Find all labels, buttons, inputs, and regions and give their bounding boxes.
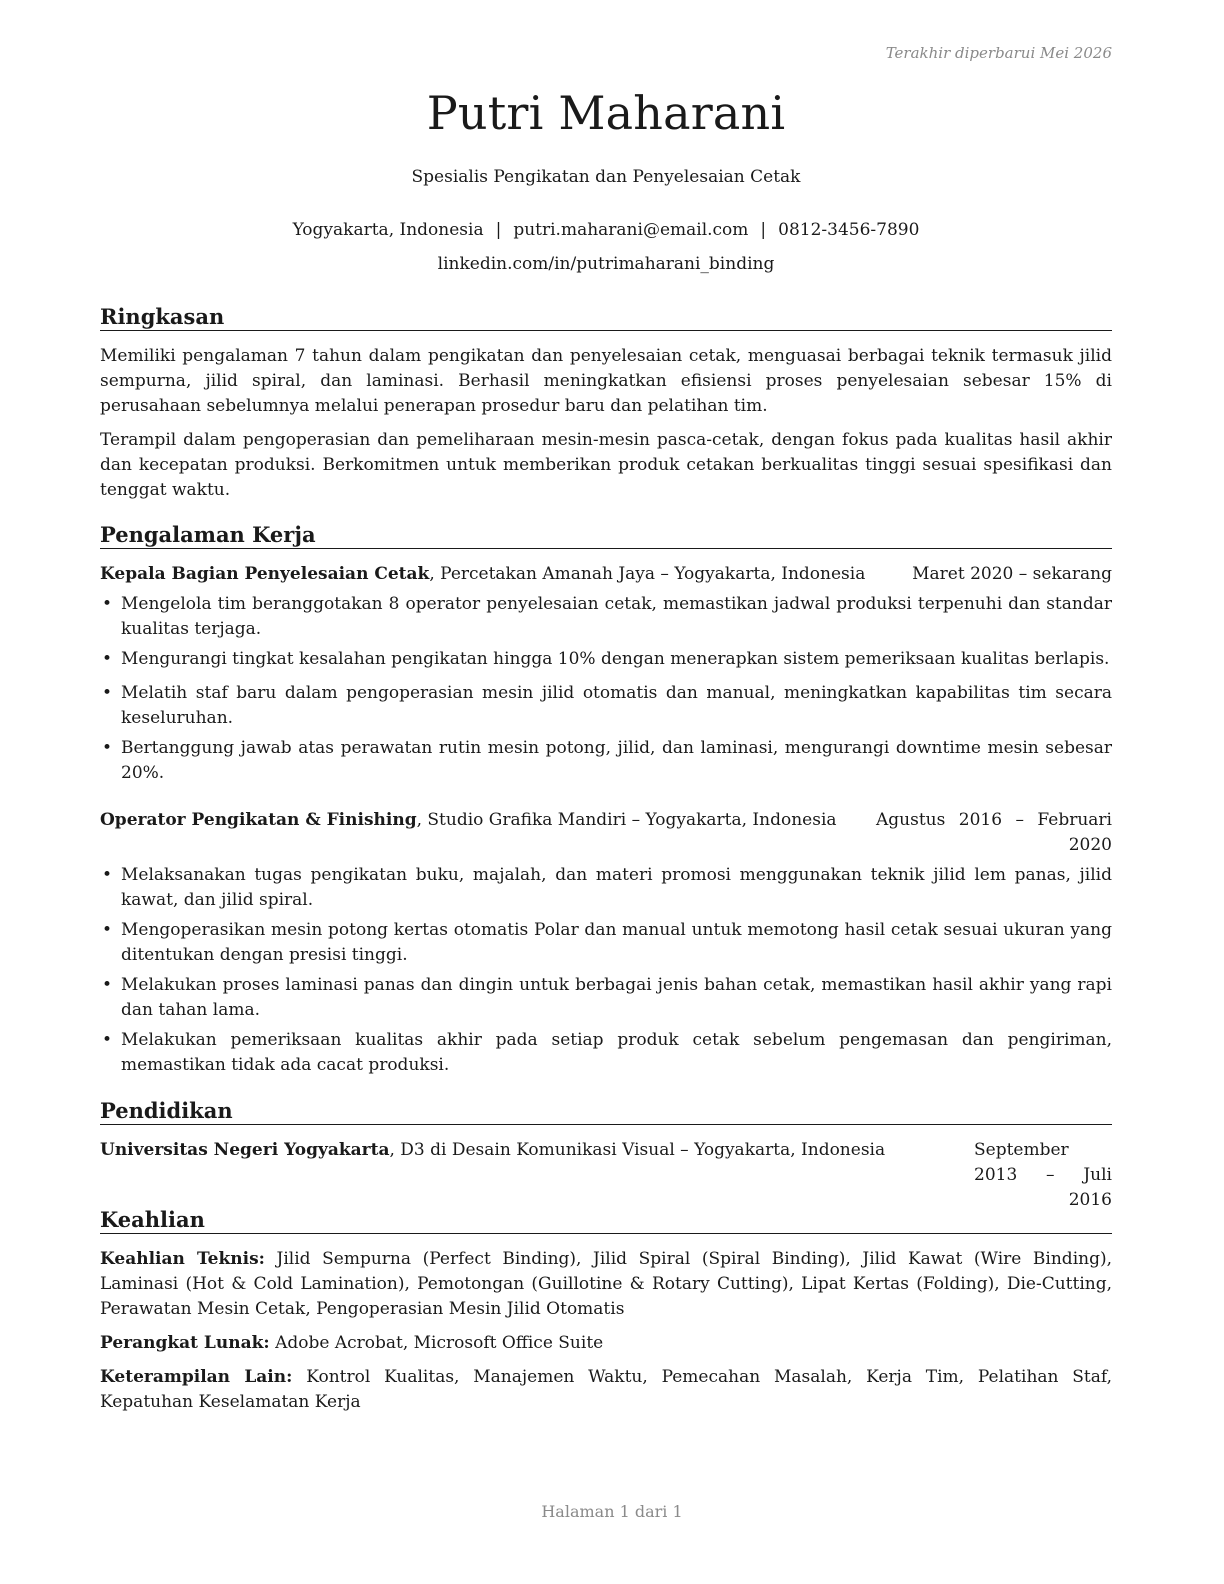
contact-location: Yogyakarta, Indonesia	[292, 220, 484, 240]
contact-separator: |	[760, 220, 767, 240]
summary-paragraph: Terampil dalam pengoperasian dan pemeliharaan mesin-mesin pasca-cetak, dengan fokus pada kualitas hasil akhir dan kecepatan produksi. Berkomitmen untuk memberikan produk cetakan berkualitas tinggi sesuai spesifikasi dan tenggat waktu.	[100, 430, 1112, 500]
list-item: • Melakukan proses laminasi panas dan dingin untuk berbagai jenis bahan cetak, memastikan hasil akhir yang rapi dan tahan lama.	[100, 973, 1112, 1023]
job-dates: Agustus 2016 – Februari 2020	[876, 810, 1112, 855]
contact-line	[100, 220, 1112, 240]
job-bullets	[100, 863, 1112, 1078]
list-item: • Melatih staf baru dalam pengoperasian mesin jilid otomatis dan manual, meningkatkan kapabilitas tim secara keseluruhan.	[100, 681, 1112, 731]
education-section	[100, 1098, 1112, 1213]
skill-label: Keterampilan Lain:	[100, 1367, 293, 1387]
skills-section	[100, 1207, 1112, 1415]
section-heading-experience: Pengalaman Kerja	[100, 522, 1112, 549]
education-dates: September 2013 – Juli 2016	[974, 1140, 1112, 1210]
skill-value: Adobe Acrobat, Microsoft Office Suite	[269, 1333, 604, 1353]
list-item: • Mengoperasikan mesin potong kertas otomatis Polar dan manual untuk memotong hasil cetak sesuai ukuran yang ditentukan dengan presisi tinggi.	[100, 918, 1112, 968]
candidate-title: Spesialis Pengikatan dan Penyelesaian Cetak	[411, 167, 801, 187]
skill-value: Jilid Sempurna (Perfect Binding), Jilid Spiral (Spiral Binding), Jilid Kawat (Wire Binding), Laminasi (Hot & Cold Lamination), Pemotongan (Guillotine & Rotary Cutting), Lipat Kertas (Folding), Die-Cutting, Perawatan Mesin Cetak, Pengoperasian Mesin Jilid Otomatis	[100, 1249, 1112, 1319]
skill-group-technical	[100, 1247, 1112, 1322]
education-entry	[100, 1138, 1112, 1213]
job-header	[100, 808, 1112, 858]
job-entry	[100, 562, 1112, 786]
list-item: • Melakukan pemeriksaan kualitas akhir pada setiap produk cetak sebelum pengemasan dan pengiriman, memastikan tidak ada cacat produksi.	[100, 1028, 1112, 1078]
summary-section	[100, 304, 1112, 503]
job-role: Operator Pengikatan & Finishing	[100, 810, 417, 830]
contact-separator: |	[495, 220, 502, 240]
last-updated: Terakhir diperbarui Mei 2026	[885, 44, 1112, 62]
experience-section	[100, 522, 1112, 1078]
job-dates: Maret 2020 – sekarang	[912, 564, 1112, 584]
education-school: Universitas Negeri Yogyakarta	[100, 1140, 390, 1160]
skill-label: Keahlian Teknis:	[100, 1249, 265, 1269]
section-heading-education: Pendidikan	[100, 1098, 1112, 1125]
section-heading-skills: Keahlian	[100, 1207, 1112, 1234]
skill-value: Kontrol Kualitas, Manajemen Waktu, Pemecahan Masalah, Kerja Tim, Pelatihan Staf, Kepatuhan Keselamatan Kerja	[100, 1367, 1112, 1412]
skill-group-other	[100, 1365, 1112, 1415]
list-item: • Mengelola tim beranggotakan 8 operator penyelesaian cetak, memastikan jadwal produksi terpenuhi dan standar kualitas terjaga.	[100, 592, 1112, 642]
job-header	[100, 562, 1112, 587]
job-role: Kepala Bagian Penyelesaian Cetak	[100, 564, 430, 584]
contact-email[interactable]: putri.maharani@email.com	[513, 220, 749, 240]
candidate-name: Putri Maharani	[426, 86, 786, 140]
section-heading-summary: Ringkasan	[100, 304, 1112, 331]
skill-label: Perangkat Lunak:	[100, 1333, 270, 1353]
contact-linkedin[interactable]: linkedin.com/in/putrimaharani_binding	[437, 254, 775, 274]
job-organization: , Studio Grafika Mandiri – Yogyakarta, Indonesia	[416, 810, 837, 830]
page-number: Halaman 1 dari 1	[541, 1502, 683, 1521]
list-item: • Melaksanakan tugas pengikatan buku, majalah, dan materi promosi menggunakan teknik jilid lem panas, jilid kawat, dan jilid spiral.	[100, 863, 1112, 913]
contact-phone: 0812-3456-7890	[778, 220, 920, 240]
job-organization: , Percetakan Amanah Jaya – Yogyakarta, Indonesia	[429, 564, 866, 584]
list-item: • Mengurangi tingkat kesalahan pengikatan hingga 10% dengan menerapkan sistem pemeriksaan kualitas berlapis.	[100, 647, 1112, 672]
job-bullets	[100, 592, 1112, 786]
list-item: • Bertanggung jawab atas perawatan rutin mesin potong, jilid, dan laminasi, mengurangi downtime mesin sebesar 20%.	[100, 736, 1112, 786]
education-detail: , D3 di Desain Komunikasi Visual – Yogyakarta, Indonesia	[389, 1140, 886, 1160]
skill-group-software	[100, 1331, 1112, 1356]
job-entry	[100, 808, 1112, 1078]
summary-paragraph: Memiliki pengalaman 7 tahun dalam pengikatan dan penyelesaian cetak, menguasai berbagai teknik termasuk jilid sempurna, jilid spiral, dan laminasi. Berhasil meningkatkan efisiensi proses penyelesaian sebesar 15% di perusahaan sebelumnya melalui penerapan prosedur baru dan pelatihan tim.	[100, 346, 1112, 416]
